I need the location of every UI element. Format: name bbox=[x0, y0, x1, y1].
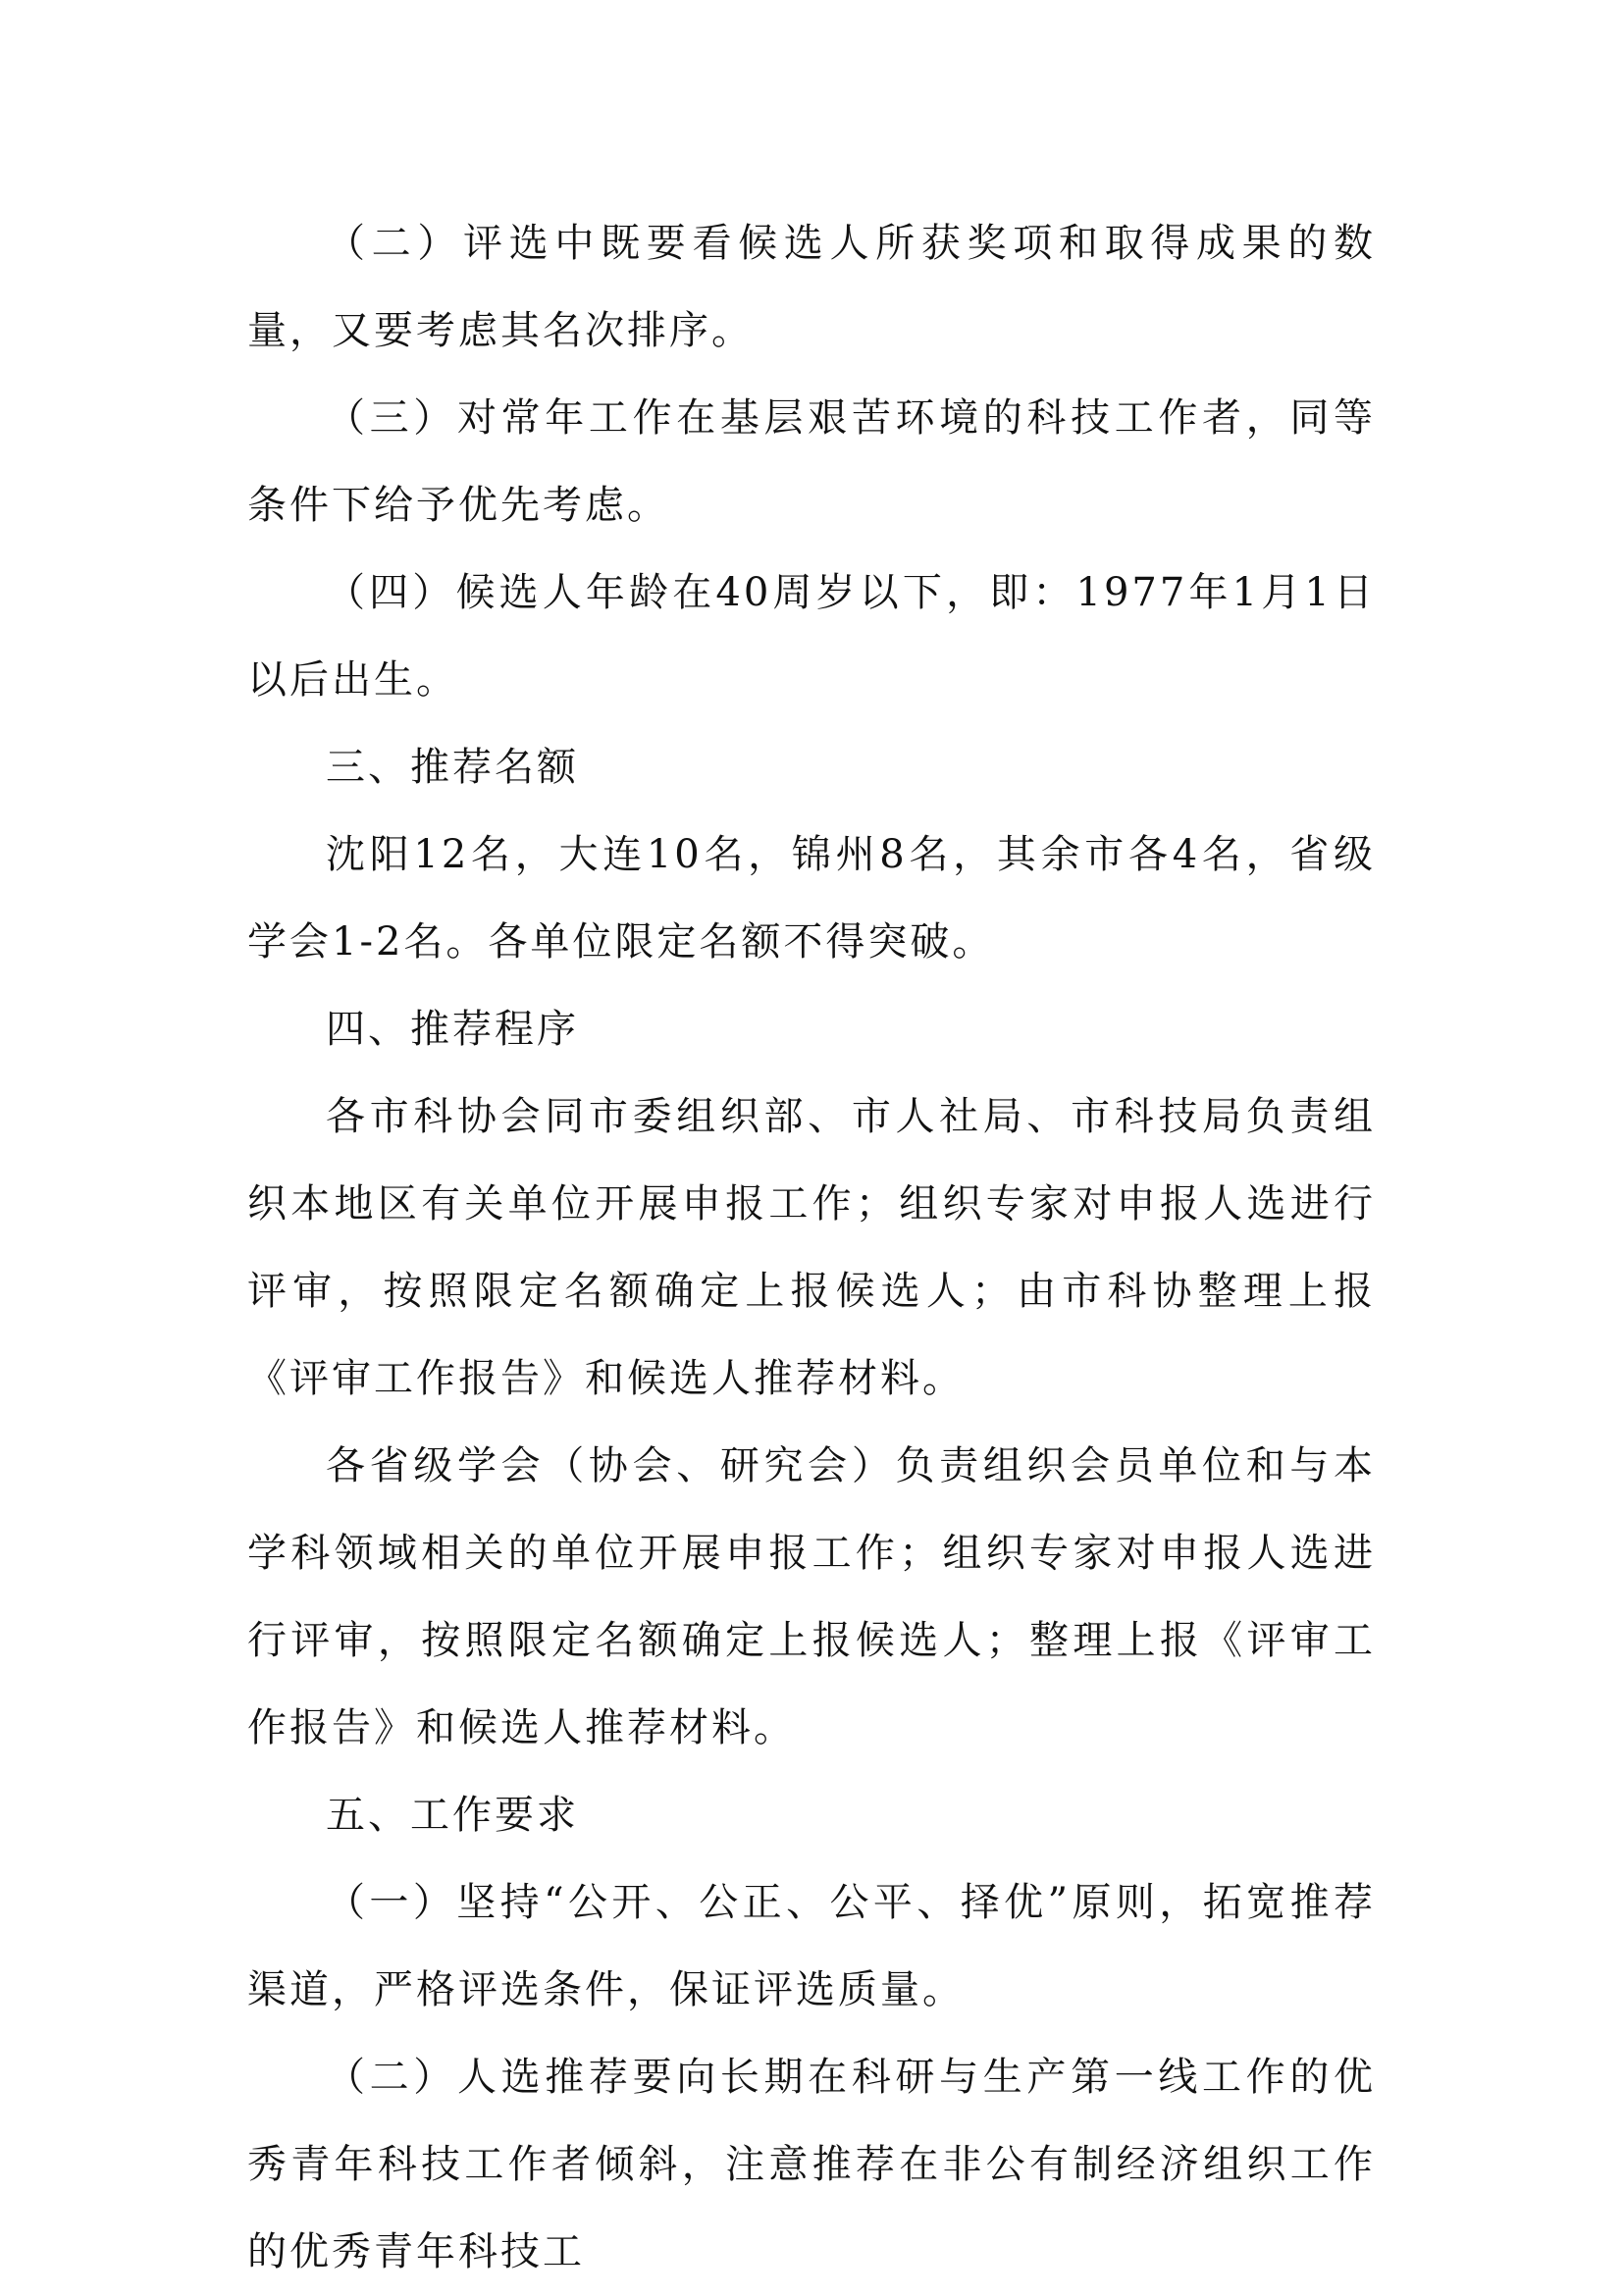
paragraph-procedure-society: 各省级学会（协会、研究会）负责组织会员单位和与本学科领域相关的单位开展申报工作；组织专家对申报人选进行评审，按照限定名额确定上报候选人；整理上报《评审工作报告》和候选人推荐材料。 bbox=[247, 1443, 1376, 1750]
section-heading-quota: 三、推荐名额 bbox=[326, 745, 579, 790]
paragraph-procedure-city: 各市科协会同市委组织部、市人社局、市科技局负责组织本地区有关单位开展申报工作；组织专家对申报人选进行评审，按照限定名额确定上报候选人；由市科协整理上报《评审工作报告》和候选人推荐材料。 bbox=[247, 1094, 1376, 1401]
paragraph-criteria-4: （四）候选人年龄在40周岁以下，即：1977年1月1日以后出生。 bbox=[247, 570, 1376, 703]
section-heading-procedure: 四、推荐程序 bbox=[326, 1007, 579, 1052]
paragraph-quota: 沈阳12名，大连10名，锦州8名，其余市各4名，省级学会1-2名。各单位限定名额不得突破。 bbox=[247, 832, 1376, 965]
paragraph-criteria-3: （三）对常年工作在基层艰苦环境的科技工作者，同等条件下给予优先考虑。 bbox=[247, 395, 1376, 528]
paragraph-requirement-2: （二）人选推荐要向长期在科研与生产第一线工作的优秀青年科技工作者倾斜，注意推荐在非公有制经济组织工作的优秀青年科技工 bbox=[247, 2055, 1376, 2274]
paragraph-criteria-2: （二）评选中既要看候选人所获奖项和取得成果的数量，又要考虑其名次排序。 bbox=[247, 221, 1376, 353]
paragraph-requirement-1: （一）坚持“公开、公正、公平、择优”原则，拓宽推荐渠道，严格评选条件，保证评选质量。 bbox=[247, 1880, 1376, 2012]
section-heading-requirements: 五、工作要求 bbox=[326, 1793, 579, 1838]
document-body bbox=[247, 200, 1376, 2296]
